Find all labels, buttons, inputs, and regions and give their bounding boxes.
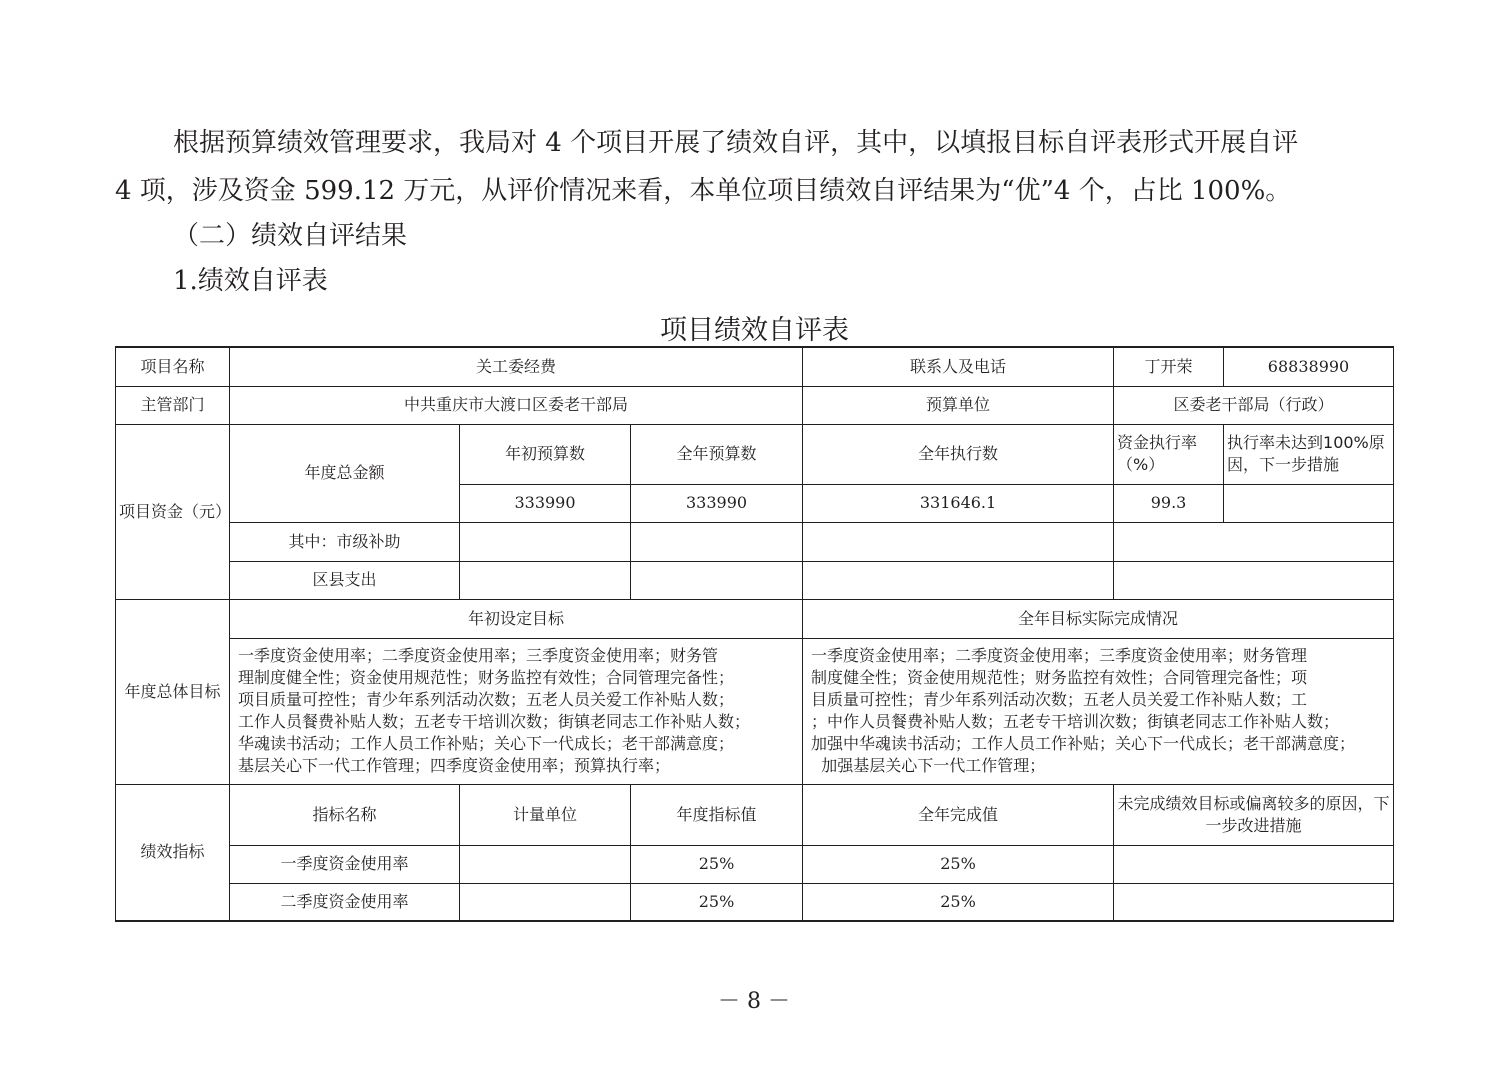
indicator-target: 25% [631, 845, 803, 883]
page-number: － 8 － [718, 989, 790, 1014]
budget-unit: 区委老干部局（行政） [1114, 386, 1394, 424]
label: 项目名称 [116, 347, 230, 386]
label: 其中：市级补助 [230, 522, 460, 561]
self-evaluation-table [115, 346, 1394, 922]
goal-line: 一季度资金使用率；二季度资金使用率；三季度资金使用率；财务管理 [811, 645, 1308, 665]
indicator-target: 25% [631, 883, 803, 921]
dept: 中共重庆市大渡口区委老干部局 [230, 386, 803, 424]
label: 全年目标实际完成情况 [803, 599, 1394, 638]
label: 资金执行率（%） [1114, 424, 1224, 484]
indicator-actual: 25% [803, 883, 1114, 921]
initial-goal-cell [230, 638, 803, 784]
label: 全年执行数 [803, 424, 1114, 484]
cell [631, 522, 803, 561]
label: 预算单位 [803, 386, 1114, 424]
cell [460, 522, 631, 561]
goal-line: 基层关心下一代工作管理；四季度资金使用率；预算执行率； [238, 755, 671, 775]
paragraph-line: 4 项，涉及资金 599.12 万元，从评价情况来看，本单位项目绩效自评结果为“优”4 个，占比 100%。 [115, 176, 1292, 206]
indicator-reason [1114, 845, 1394, 883]
cell [631, 561, 803, 599]
label: 年初预算数 [460, 424, 631, 484]
contact-name: 丁开荣 [1114, 347, 1224, 386]
table-row [116, 845, 1394, 883]
indicator-name: 一季度资金使用率 [230, 845, 460, 883]
cell [1114, 561, 1394, 599]
execution: 331646.1 [803, 484, 1114, 522]
goal-line: 加强基层关心下一代工作管理； [811, 755, 1046, 775]
goal-line: 制度健全性；资金使用规范性；财务监控有效性；合同管理完备性；项 [811, 667, 1308, 687]
project-name: 关工委经费 [230, 347, 803, 386]
cell [803, 561, 1114, 599]
label: 全年预算数 [631, 424, 803, 484]
paragraph-line: 根据预算绩效管理要求，我局对 4 个项目开展了绩效自评，其中，以填报目标自评表形式开展自评 [173, 128, 1299, 158]
cell [460, 561, 631, 599]
label: 联系人及电话 [803, 347, 1114, 386]
column-header: 全年完成值 [803, 784, 1114, 845]
label: 年初设定目标 [230, 599, 803, 638]
label: 绩效指标 [116, 784, 230, 921]
label: 年度总体目标 [116, 599, 230, 784]
column-header: 未完成绩效目标或偏离较多的原因，下一步改进措施 [1114, 784, 1394, 845]
column-header: 年度指标值 [631, 784, 803, 845]
table-title: 项目绩效自评表 [660, 315, 849, 346]
reason-cell [1224, 484, 1394, 522]
goal-line: 加强中华魂读书活动；工作人员工作补贴；关心下一代成长；老干部满意度； [811, 733, 1356, 753]
contact-phone: 68838990 [1224, 347, 1394, 386]
initial-budget: 333990 [460, 484, 631, 522]
section-heading: （二）绩效自评结果 [173, 221, 408, 251]
indicator-reason [1114, 883, 1394, 921]
goal-line: 理制度健全性；资金使用规范性；财务监控有效性；合同管理完备性； [238, 667, 735, 687]
indicator-unit [460, 883, 631, 921]
cell [1114, 522, 1394, 561]
actual-goal-cell [803, 638, 1394, 784]
cell [803, 522, 1114, 561]
goal-line: 目质量可控性；青少年系列活动次数；五老人员关爱工作补贴人数；工 [811, 689, 1308, 709]
indicator-name: 二季度资金使用率 [230, 883, 460, 921]
label: 项目资金（元） [116, 424, 230, 599]
column-header: 计量单位 [460, 784, 631, 845]
table-row [116, 883, 1394, 921]
goal-line: 华魂读书活动；工作人员工作补贴；关心下一代成长；老干部满意度； [238, 733, 735, 753]
subsection-heading: 1.绩效自评表 [173, 266, 328, 296]
indicator-actual: 25% [803, 845, 1114, 883]
goal-line: 项目质量可控性；青少年系列活动次数；五老人员关爱工作补贴人数； [238, 689, 735, 709]
goal-line: 一季度资金使用率；二季度资金使用率；三季度资金使用率；财务管 [238, 645, 719, 665]
label: 主管部门 [116, 386, 230, 424]
full-budget: 333990 [631, 484, 803, 522]
label: 区县支出 [230, 561, 460, 599]
table-container [115, 346, 1395, 1055]
indicator-unit [460, 845, 631, 883]
exec-rate: 99.3 [1114, 484, 1224, 522]
label: 年度总金额 [230, 424, 460, 522]
goal-line: 工作人员餐费补贴人数；五老专干培训次数；街镇老同志工作补贴人数； [238, 711, 751, 731]
column-header: 指标名称 [230, 784, 460, 845]
goal-line: ；中作人员餐费补贴人数；五老专干培训次数；街镇老同志工作补贴人数； [811, 711, 1340, 731]
label: 执行率未达到100%原因，下一步措施 [1224, 424, 1394, 484]
